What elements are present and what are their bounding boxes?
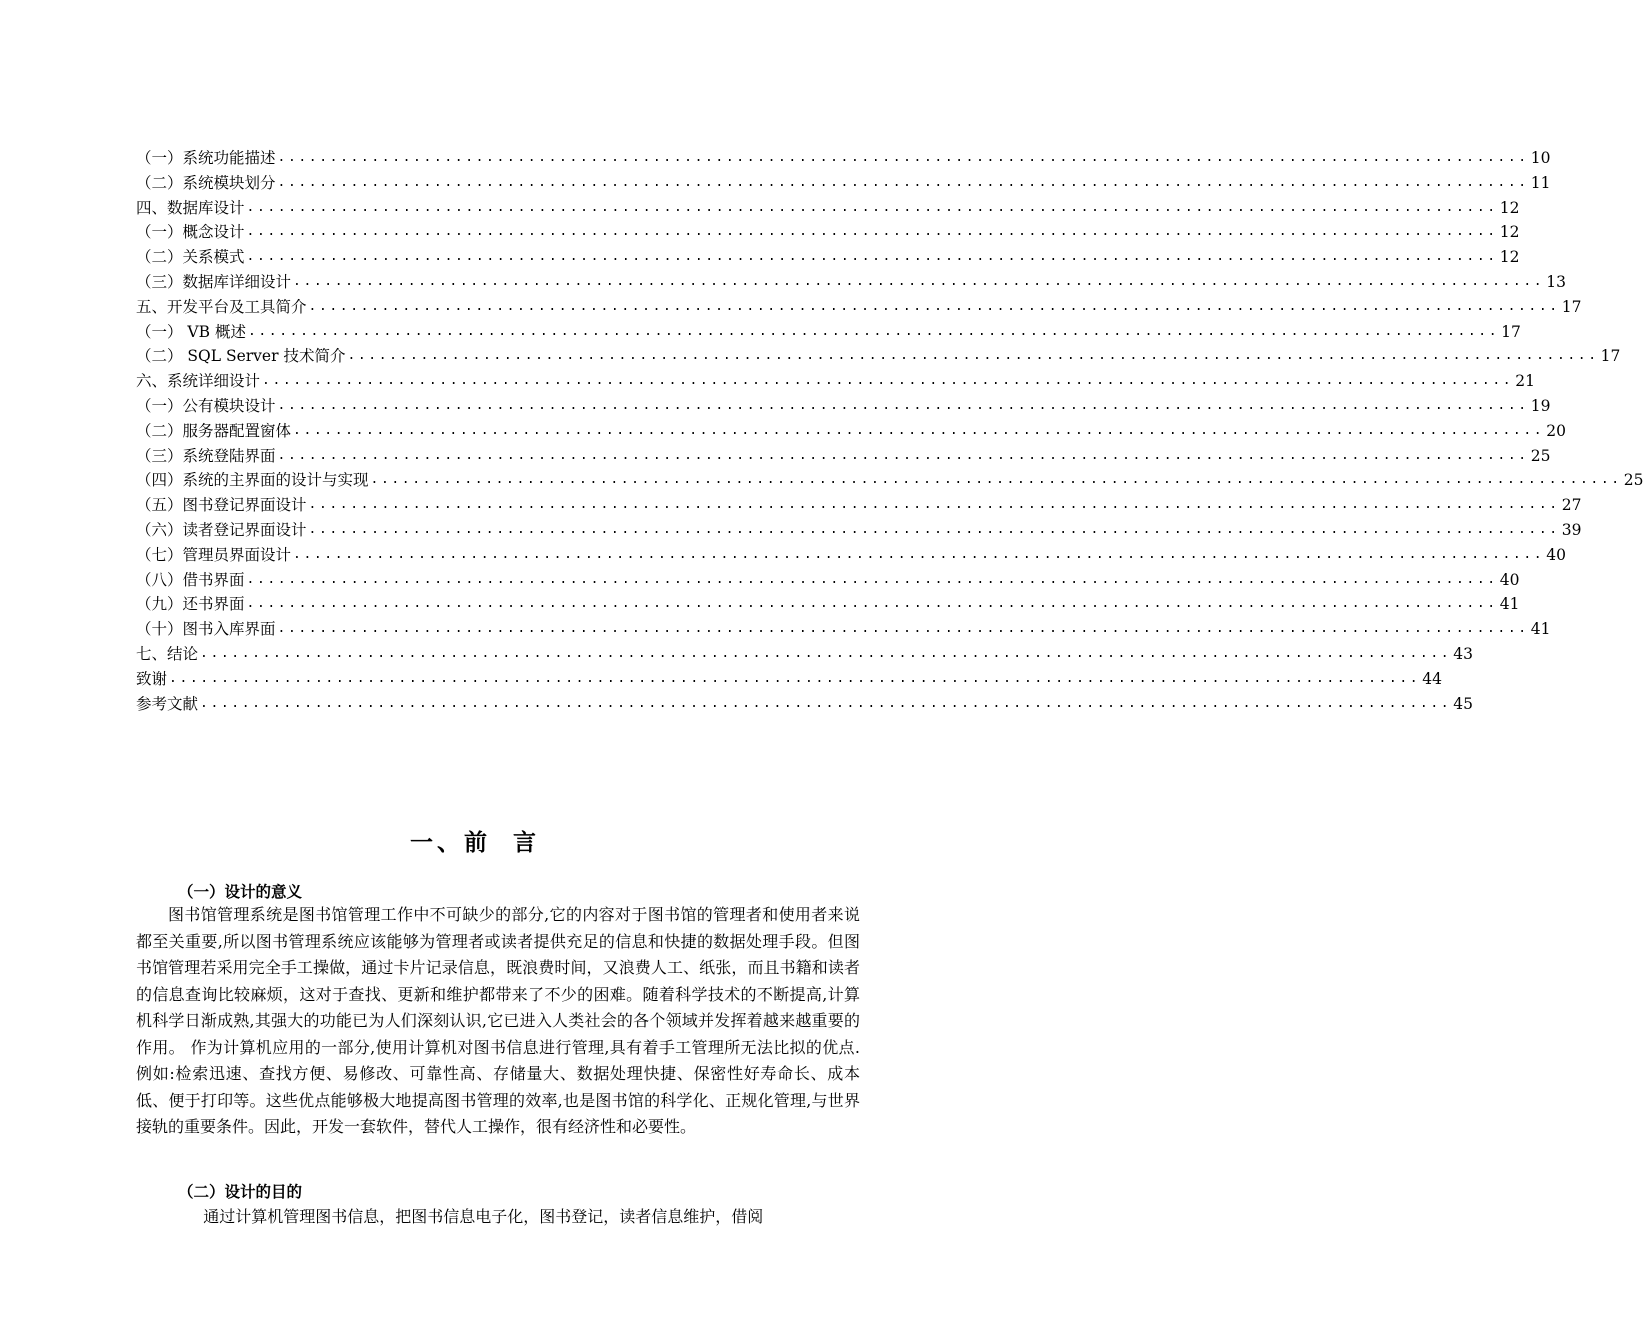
toc-entry-title: 五、开发平台及工具简介 — [136, 297, 307, 316]
toc-entry[interactable] — [136, 468, 1644, 493]
toc-entry[interactable] — [136, 667, 1442, 692]
toc-entry-page: 45 — [1453, 694, 1473, 713]
toc-entry-page: 11 — [1530, 173, 1551, 192]
toc-leader-dots: ........................................................................................................................ — [293, 546, 1545, 562]
toc-entry-page: 17 — [1600, 347, 1621, 366]
toc-entry[interactable] — [136, 171, 1551, 196]
subsection-heading-meaning: （一）设计的意义 — [178, 883, 303, 901]
toc-entry-title: （一）概念设计 — [136, 223, 245, 242]
toc-entry-title: 七、结论 — [136, 644, 199, 663]
toc-entry-title: 六、系统详细设计 — [136, 372, 261, 391]
toc-entry-title: 参考文献 — [136, 694, 199, 713]
toc-entry-page: 40 — [1546, 545, 1566, 564]
toc-leader-dots: ........................................................................................................................ — [169, 670, 1421, 686]
toc-entry-page: 27 — [1561, 496, 1582, 515]
toc-entry-page: 41 — [1530, 620, 1551, 639]
toc-entry-page: 21 — [1515, 372, 1535, 391]
toc-leader-dots: ........................................................................................................................ — [247, 323, 1500, 339]
toc-entry[interactable] — [136, 394, 1551, 419]
toc-entry-title: （四）系统的主界面的设计与实现 — [136, 471, 369, 490]
toc-entry-page: 25 — [1530, 446, 1551, 465]
toc-leader-dots: ........................................................................................................................ — [246, 571, 1498, 587]
toc-entry-page: 10 — [1530, 149, 1551, 167]
toc-leader-dots: ........................................................................................................................ — [347, 348, 1599, 364]
toc-entry-title: （一） VB 概述 — [136, 322, 246, 341]
toc-entry[interactable] — [136, 196, 1520, 221]
toc-entry[interactable] — [136, 320, 1521, 345]
toc-entry-page: 17 — [1561, 297, 1582, 316]
toc-leader-dots: ........................................................................................................................ — [246, 224, 1498, 240]
toc-leader-dots: ........................................................................................................................ — [262, 373, 1514, 389]
toc-entry-page: 44 — [1422, 669, 1442, 688]
toc-leader-dots: ........................................................................................................................ — [200, 695, 1452, 711]
toc-entry[interactable] — [136, 344, 1621, 369]
toc-leader-dots: ........................................................................................................................ — [308, 298, 1560, 314]
toc-entry-title: （九）还书界面 — [136, 595, 245, 614]
toc-entry[interactable] — [136, 220, 1520, 245]
toc-entry-title: （二）系统模块划分 — [136, 173, 276, 192]
toc-entry[interactable] — [136, 245, 1520, 270]
toc-entry[interactable] — [136, 369, 1535, 394]
paragraph-meaning: 图书馆管理系统是图书馆管理工作中不可缺少的部分,它的内容对于图书馆的管理者和使用者来说都至关重要,所以图书管理系统应该能够为管理者或读者提供充足的信息和快捷的数据处理手段。但图书馆管理若采用完全手工操做，通过卡片记录信息，既浪费时间，又浪费人工、纸张，而且书籍和读者的信息查询比较麻烦，这对于查找、更新和维护都带来了不少的困难。随着科学技术的不断提高,计算机科学日渐成熟,其强大的功能已为人们深刻认识,它已进入人类社会的各个领域并发挥着越来越重要的作用。 作为计算机应用的一部分,使用计算机对图书信息进行管理,具有着手工管理所无法比拟的优点.例如:检索迅速、查找方便、易修改、可靠性高、存储量大、数据处理快捷、保密性好寿命长、成本低、便于打印等。这些优点能够极大地提高图书管理的效率,也是图书馆的科学化、正规化管理,与世界接轨的重要条件。因此，开发一套软件，替代人工操作，很有经济性和必要性。 — [136, 905, 860, 1136]
toc-entry[interactable] — [136, 518, 1582, 543]
toc-entry-page: 12 — [1499, 198, 1520, 217]
section-title-part2: 言 — [513, 830, 540, 856]
toc-entry-page: 17 — [1501, 322, 1521, 341]
toc-entry-title: （十）图书入库界面 — [136, 620, 276, 639]
toc-leader-dots: ........................................................................................................................ — [308, 497, 1560, 513]
toc-entry[interactable] — [136, 444, 1551, 469]
toc-leader-dots: ........................................................................................................................ — [277, 621, 1529, 637]
toc-entry-title: （六）读者登记界面设计 — [136, 520, 307, 539]
toc-leader-dots: ........................................................................................................................ — [293, 422, 1545, 438]
toc-entry[interactable] — [136, 692, 1473, 717]
toc-leader-dots: ........................................................................................................................ — [293, 273, 1545, 289]
toc-entry[interactable] — [136, 493, 1582, 518]
toc-entry-page: 39 — [1561, 520, 1582, 539]
table-of-contents — [136, 146, 1644, 716]
toc-entry-page: 12 — [1499, 223, 1520, 242]
toc-leader-dots: ........................................................................................................................ — [277, 174, 1529, 190]
toc-entry[interactable] — [136, 270, 1566, 295]
toc-entry[interactable] — [136, 568, 1520, 593]
toc-leader-dots: ........................................................................................................................ — [246, 199, 1498, 215]
toc-entry-title: （一）系统功能描述 — [136, 149, 276, 167]
toc-entry-title: （二）关系模式 — [136, 248, 245, 267]
toc-leader-dots: ........................................................................................................................ — [370, 472, 1622, 488]
section-title — [0, 824, 950, 857]
toc-leader-dots: ........................................................................................................................ — [277, 447, 1529, 463]
toc-leader-dots: ........................................................................................................................ — [246, 596, 1498, 612]
toc-entry-page: 13 — [1546, 272, 1566, 291]
toc-entry-page: 25 — [1623, 471, 1644, 490]
toc-entry-title: （八）借书界面 — [136, 570, 245, 589]
toc-leader-dots: ........................................................................................................................ — [277, 397, 1529, 413]
toc-entry-title: （二）服务器配置窗体 — [136, 421, 292, 440]
toc-entry-page: 19 — [1530, 396, 1551, 415]
toc-entry[interactable] — [136, 617, 1551, 642]
toc-entry[interactable] — [136, 642, 1473, 667]
toc-entry-page: 41 — [1499, 595, 1520, 614]
toc-entry-page: 12 — [1499, 248, 1520, 267]
toc-entry[interactable] — [136, 543, 1566, 568]
toc-entry-title: 致谢 — [136, 669, 168, 688]
toc-leader-dots: ........................................................................................................................ — [246, 249, 1498, 265]
toc-entry-title: （一）公有模块设计 — [136, 396, 276, 415]
toc-entry-title: （七）管理员界面设计 — [136, 545, 292, 564]
toc-entry[interactable] — [136, 592, 1520, 617]
toc-entry-title: （五）图书登记界面设计 — [136, 496, 307, 515]
toc-entry-title: 四、数据库设计 — [136, 198, 245, 217]
toc-entry-page: 40 — [1499, 570, 1520, 589]
toc-entry-page: 20 — [1546, 421, 1566, 440]
toc-leader-dots: ........................................................................................................................ — [308, 521, 1560, 537]
toc-entry-title: （二） SQL Server 技术简介 — [136, 347, 346, 366]
toc-entry[interactable] — [136, 146, 1551, 171]
section-title-part1: 一、前 — [410, 830, 491, 856]
toc-entry-page: 43 — [1453, 644, 1473, 663]
toc-leader-dots: ........................................................................................................................ — [200, 645, 1452, 661]
toc-entry-title: （三）数据库详细设计 — [136, 272, 292, 291]
paragraph-purpose: 通过计算机管理图书信息，把图书信息电子化，图书登记，读者信息维护，借阅 — [203, 1207, 764, 1226]
toc-entry[interactable] — [136, 295, 1582, 320]
toc-leader-dots: ........................................................................................................................ — [277, 150, 1529, 165]
subsection-heading-purpose: （二）设计的目的 — [178, 1183, 303, 1201]
toc-entry[interactable] — [136, 419, 1566, 444]
toc-entry-title: （三）系统登陆界面 — [136, 446, 276, 465]
